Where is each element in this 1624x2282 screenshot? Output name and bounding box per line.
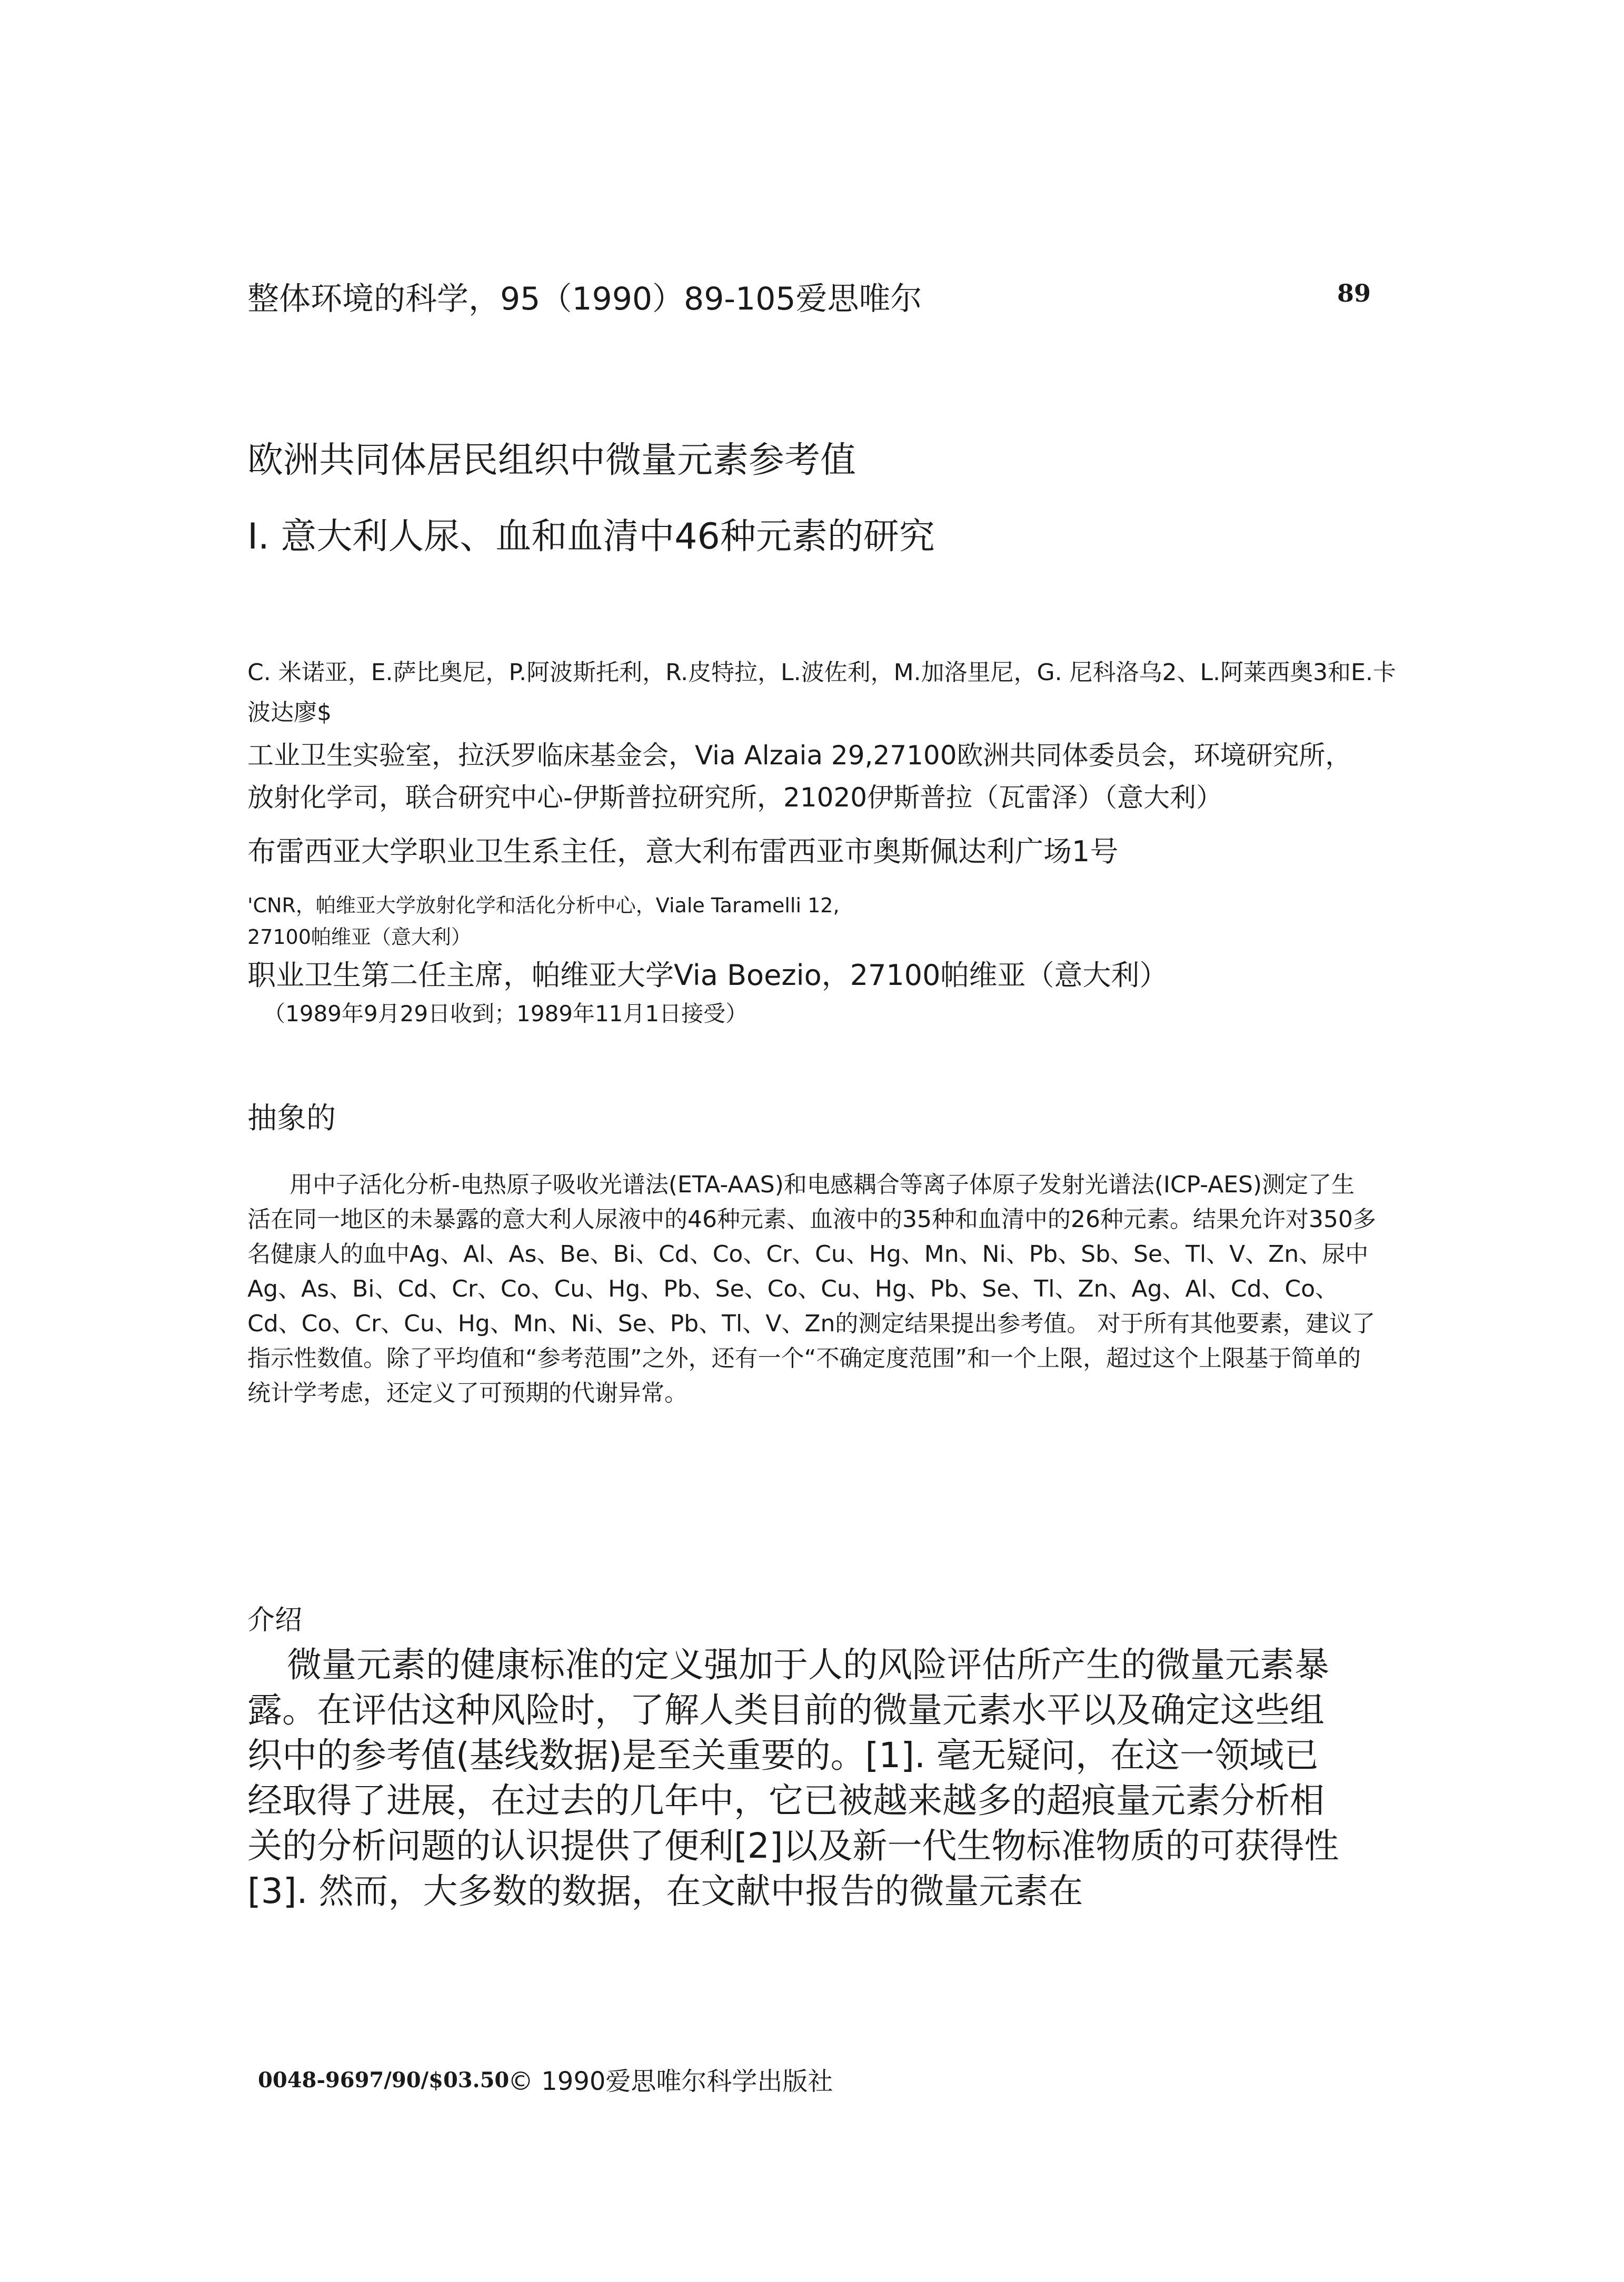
author-list: C. 米诺亚，E.萨比奥尼，P.阿波斯托利，R.皮特拉，L.波佐利，M.加洛里尼，G. 尼科洛乌2、L.阿莱西奥3和E.卡波达廖$ [247,659,1396,726]
abstract-body: 用中子活化分析-电热原子吸收光谱法(ETA-AAS)和电感耦合等离子体原子发射光谱法(ICP-AES)测定了生活在同一地区的未暴露的意大利人尿液中的46种元素、血液中的35种和血清中的26种元素。结果允许对350多名健康人的血中Ag、Al、As、Be、Bi、Cd、Co、Cr、Cu、Hg、Mn、Ni、Pb、Sb、Se、Tl、V、Zn、尿中Ag、As、Bi、Cd、Cr、Co、Cu、Hg、Pb、Se、Co、Cu、Hg、Pb、Se、Tl、Zn、Ag、Al、Cd、Co、Cd、Co、Cr、Cu、Hg、Mn、Ni、Se、Pb、Tl、V、Zn的测定结果提出参考值。 对于所有其他要素，建议了指示性数值。除了平均值和“参考范围”之外，还有一个“不确定度范围”和一个上限，超过这个上限基于简单的统计学考虑，还定义了可预期的代谢异常。 [247,1171,1376,1407]
paper-subtitle: I. 意大利人尿、血和血清中46种元素的研究 [247,516,935,557]
page-number: 89 [1337,279,1371,307]
introduction-body: 微量元素的健康标准的定义强加于人的风险评估所产生的微量元素暴露。在评估这种风险时，了解人类目前的微量元素水平以及确定这些组织中的参考值(基线数据)是至关重要的。[1]. 毫无疑问，在这一领域已经取得了进展，在过去的几年中，它已被越来越多的超痕量元素分析相关的分析问题的认识提供了便利[2]以及新一代生物标准物质的可获得性[3]. 然而，大多数的数据，在文献中报告的微量元素在 [247,1645,1339,1911]
affiliation-3: 'CNR，帕维亚大学放射化学和活化分析中心，Viale Taramelli 12, 27100帕维亚（意大利） [247,894,840,949]
abstract-heading: 抽象的 [247,1101,336,1135]
journal-citation: 整体环境的科学，95（1990）89-105爱思唯尔 [247,281,922,317]
copyright-notice: © 1990爱思唯尔科学出版社 [508,2067,833,2096]
affiliation-4: 职业卫生第二任主席，帕维亚大学Via Boezio，27100帕维亚（意大利） [247,959,1168,992]
affiliation-1: 工业卫生实验室，拉沃罗临床基金会，Via Alzaia 29,27100欧洲共同体委员会，环境研究所，放射化学司，联合研究中心-伊斯普拉研究所，21020伊斯普拉（瓦雷泽）（意大利） [247,740,1352,813]
affiliation-2: 布雷西亚大学职业卫生系主任，意大利布雷西亚市奥斯佩达利广场1号 [247,835,1119,868]
introduction-heading: 介绍 [247,1605,303,1636]
received-dates: （1989年9月29日收到；1989年11月1日接受） [263,1001,748,1027]
issn-price-code: 0048-9697/90/$03.50 [258,2068,510,2092]
paper-title: 欧洲共同体居民组织中微量元素参考值 [247,440,856,481]
